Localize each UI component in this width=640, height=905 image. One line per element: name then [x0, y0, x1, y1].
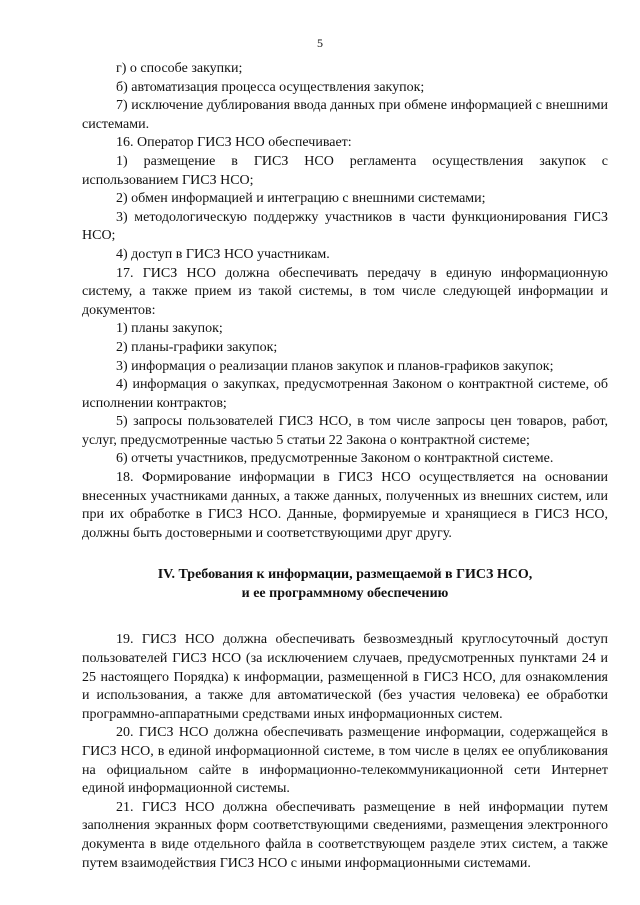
paragraph: 3) методологическую поддержку участников в части функционирования ГИСЗ НСО;: [82, 209, 608, 244]
paragraph: 6) отчеты участников, предусмотренные Законом о контрактной системе.: [116, 451, 554, 467]
page-number: 5: [317, 36, 323, 50]
paragraphs-before: [82, 60, 608, 543]
paragraph: 19. ГИСЗ НСО должна обеспечивать безвозмездный круглосуточный доступ пользователей ГИСЗ НСО (за исключением случаев, предусмотренных пунктами 24 и 25 настоящего Порядка) к информации, размещенной в ГИСЗ НСО, для ознакомления и использования, а также для автоматической (без участия человека) ее обработки программно-аппаратными средствами иных информационных систем.: [82, 632, 608, 722]
paragraph: 20. ГИСЗ НСО должна обеспечивать размещение информации, содержащейся в ГИСЗ НСО, в единой информационной системе, в том числе в целях ее опубликования на официальном сайте в информационно-телекоммуникационной сети Интернет единой информационной системы.: [82, 725, 608, 797]
paragraph: 1) размещение в ГИСЗ НСО регламента осуществления закупок с использованием ГИСЗ НСО;: [82, 153, 608, 188]
paragraph: 4) доступ в ГИСЗ НСО участникам.: [116, 246, 330, 262]
paragraph: 21. ГИСЗ НСО должна обеспечивать размещение в ней информации путем заполнения экранных форм соответствующими сведениями, размещения электронного документа в виде отдельного файла в соответствующем разделе этих систем, а также путем взаимодействия ГИСЗ НСО с иными информационными системами.: [82, 799, 608, 871]
paragraph: 17. ГИСЗ НСО должна обеспечивать передачу в единую информационную систему, а также прием из такой системы, в том числе следующей информации и документов:: [82, 265, 608, 318]
paragraph: 2) планы-графики закупок;: [116, 339, 278, 355]
paragraph: 1) планы закупок;: [116, 321, 223, 337]
paragraph: г) о способе закупки;: [116, 61, 243, 76]
paragraph: 2) обмен информацией и интеграцию с внешними системами;: [116, 191, 486, 207]
paragraph: б) автоматизация процесса осуществления закупок;: [116, 79, 425, 95]
paragraph: 5) запросы пользователей ГИСЗ НСО, в том числе запросы цен товаров, работ, услуг, предусмотренные частью 5 статьи 22 Закона о контрактной системе;: [82, 414, 608, 448]
paragraph: 4) информация о закупках, предусмотренная Законом о контрактной системе, об исполнении контрактов;: [82, 377, 608, 411]
paragraph: 16. Оператор ГИСЗ НСО обеспечивает:: [116, 135, 352, 151]
paragraph: 3) информация о реализации планов закупок и планов-графиков закупок;: [116, 358, 554, 374]
paragraph: 7) исключение дублирования ввода данных при обмене информацией с внешними системами.: [82, 98, 608, 132]
section-heading-line: IV. Требования к информации, размещаемой в ГИСЗ НСО,: [157, 567, 533, 583]
paragraph: 18. Формирование информации в ГИСЗ НСО осуществляется на основании внесенных участниками данных, а также данных, полученных из внешних систем, или при их обработке в ГИСЗ НСО. Данные, формируемые и хранящиеся в ГИСЗ НСО, должны быть достоверными и соответствующими друг другу.: [82, 470, 608, 541]
document-body: [82, 60, 608, 873]
paragraphs-after: [82, 631, 608, 873]
section-heading: [82, 565, 608, 603]
section-heading-line: и ее программному обеспечению: [241, 586, 449, 602]
